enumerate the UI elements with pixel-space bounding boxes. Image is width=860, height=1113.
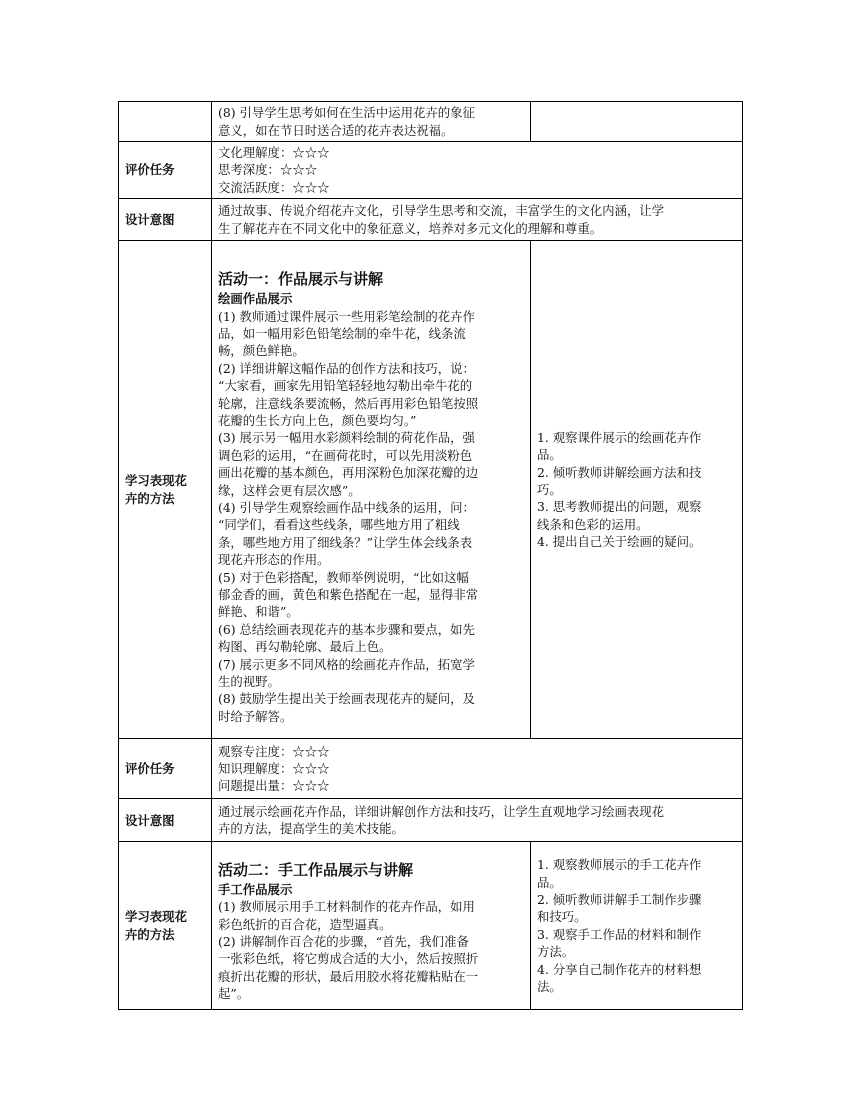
text-line: (4) 引导学生观察绘画作品中线条的运用，问：	[218, 500, 475, 516]
text-line: 卉的方法，提高学生的美术技能。	[218, 821, 404, 837]
text-line: 构图、再勾勒轮廓、最后上色。	[218, 639, 392, 655]
activity-content-cell	[212, 241, 531, 739]
label-line: 卉的方法	[125, 926, 175, 942]
text-line: 郁金香的画，黄色和紫色搭配在一起，显得非常	[218, 587, 479, 603]
table-row	[119, 739, 743, 799]
table-row	[119, 842, 743, 1010]
rating-line: 思考深度：☆☆☆	[218, 162, 318, 178]
rating-line: 知识理解度：☆☆☆	[218, 761, 330, 777]
table-row	[119, 241, 743, 739]
text-line: 法。	[537, 978, 562, 994]
rating-line: 文化理解度：☆☆☆	[218, 145, 330, 160]
text-line: 画出花瓣的基本颜色，再用深粉色加深花瓣的边	[218, 465, 479, 481]
text-line: (8) 鼓励学生提出关于绘画表现花卉的疑问，及	[218, 691, 475, 707]
text-line: (8) 引导学生思考如何在生活中运用花卉的象征	[218, 105, 475, 121]
text-line: “大家看，画家先用铅笔轻轻地勾勒出牵牛花的	[218, 378, 473, 394]
text-line: 意义，如在节日时送合适的花卉表达祝福。	[218, 122, 454, 138]
text-line: (5) 对于色彩搭配，教师举例说明，“比如这幅	[218, 569, 469, 585]
row-label-cell	[119, 102, 212, 142]
table-row	[119, 799, 743, 842]
text-line: 通过故事、传说介绍花卉文化，引导学生思考和交流，丰富学生的文化内涵，让学	[218, 203, 665, 219]
table-row	[119, 102, 743, 142]
text-line: 方法。	[537, 944, 575, 960]
activity-content-cell	[212, 842, 531, 1010]
text-line: 痕折出花瓣的形状，最后用胶水将花瓣粘贴在一	[218, 968, 479, 984]
text-line: (1) 教师展示用手工材料制作的花卉作品，如用	[218, 899, 475, 915]
text-line: 缘，这样会更有层次感”。	[218, 482, 361, 498]
text-line: (1) 教师通过课件展示一些用彩笔绘制的花卉作	[218, 308, 475, 324]
text-line: 时给予解答。	[218, 708, 293, 724]
text-line: 通过展示绘画花卉作品，详细讲解创作方法和技巧，让学生直观地学习绘画表现花	[218, 803, 665, 819]
label-line: 学习表现花	[125, 909, 187, 925]
text-line: 轮廓，注意线条要流畅，然后再用彩色铅笔按照	[218, 395, 479, 411]
text-line: (2) 详细讲解这幅作品的创作方法和技巧，说：	[218, 360, 475, 376]
text-line: 鲜艳、和谐”。	[218, 604, 299, 620]
activity-subtitle: 手工作品展示	[218, 881, 293, 897]
activity-content-cell	[212, 102, 531, 142]
text-line: 一张彩色纸，将它剪成合适的大小，然后按照折	[218, 951, 479, 967]
text-line: “同学们，看看这些线条，哪些地方用了粗线	[218, 517, 460, 533]
rating-line: 观察专注度：☆☆☆	[218, 743, 330, 759]
text-line: 品。	[537, 447, 562, 463]
design-intent-content	[212, 199, 743, 241]
design-intent-label: 设计意图	[119, 799, 212, 842]
label-line: 卉的方法	[125, 490, 175, 506]
text-line: 巧。	[537, 482, 562, 498]
rating-line: 交流活跃度：☆☆☆	[218, 179, 330, 195]
text-line: 3. 观察手工作品的材料和制作	[537, 926, 702, 942]
rating-line: 问题提出量：☆☆☆	[218, 778, 330, 794]
text-line: 2. 倾听教师讲解手工制作步骤	[537, 891, 702, 907]
table-row	[119, 199, 743, 241]
text-line: 彩色纸折的百合花，造型逼真。	[218, 916, 392, 932]
text-line: 品，如一幅用彩色铅笔绘制的牵牛花，线条流	[218, 325, 466, 341]
text-line: 生了解花卉在不同文化中的象征意义，培养对多元文化的理解和尊重。	[218, 220, 603, 236]
label-line: 学习表现花	[125, 473, 187, 489]
text-line: 现花卉形态的作用。	[218, 552, 330, 568]
table-row	[119, 142, 743, 199]
text-line: 生的视野。	[218, 674, 280, 690]
text-line: 1. 观察教师展示的手工花卉作	[537, 857, 702, 873]
evaluation-task-content	[212, 739, 743, 799]
text-line: 4. 提出自己关于绘画的疑问。	[537, 534, 702, 550]
activity-subtitle: 绘画作品展示	[218, 291, 293, 307]
text-line: (7) 展示更多不同风格的绘画花卉作品，拓宽学	[218, 656, 475, 672]
evaluation-task-content	[212, 142, 743, 199]
lesson-plan-table	[118, 101, 743, 1010]
text-line: (3) 展示另一幅用水彩颜料绘制的荷花作品，强	[218, 430, 475, 446]
activity-title: 活动二：手工作品展示与讲解	[218, 860, 414, 879]
student-activity-cell	[531, 102, 743, 142]
activity-title: 活动一：作品展示与讲解	[218, 270, 384, 289]
text-line: 畅，颜色鲜艳。	[218, 343, 305, 359]
text-line: 和技巧。	[537, 909, 587, 925]
design-intent-content	[212, 799, 743, 842]
design-intent-label: 设计意图	[119, 199, 212, 241]
text-line: 4. 分享自己制作花卉的材料想	[537, 961, 702, 977]
text-line: 2. 倾听教师讲解绘画方法和技	[537, 464, 702, 480]
text-line: (2) 讲解制作百合花的步骤，“首先，我们准备	[218, 934, 469, 950]
text-line: 花瓣的生长方向上色，颜色要均匀。”	[218, 412, 417, 428]
student-activity-cell	[531, 842, 743, 1010]
text-line: (6) 总结绘画表现花卉的基本步骤和要点，如先	[218, 621, 475, 637]
student-activity-cell	[531, 241, 743, 739]
text-line: 品。	[537, 874, 562, 890]
method-label	[119, 842, 212, 1010]
text-line: 线条和色彩的运用。	[537, 516, 649, 532]
text-line: 起”。	[218, 986, 250, 1002]
evaluation-task-label: 评价任务	[119, 142, 212, 199]
text-line: 3. 思考教师提出的问题，观察	[537, 499, 702, 515]
method-label	[119, 241, 212, 739]
text-line: 条，哪些地方用了细线条？”让学生体会线条表	[218, 534, 473, 550]
evaluation-task-label: 评价任务	[119, 739, 212, 799]
text-line: 调色彩的运用，“在画荷花时，可以先用淡粉色	[218, 447, 473, 463]
text-line: 1. 观察课件展示的绘画花卉作	[537, 429, 702, 445]
